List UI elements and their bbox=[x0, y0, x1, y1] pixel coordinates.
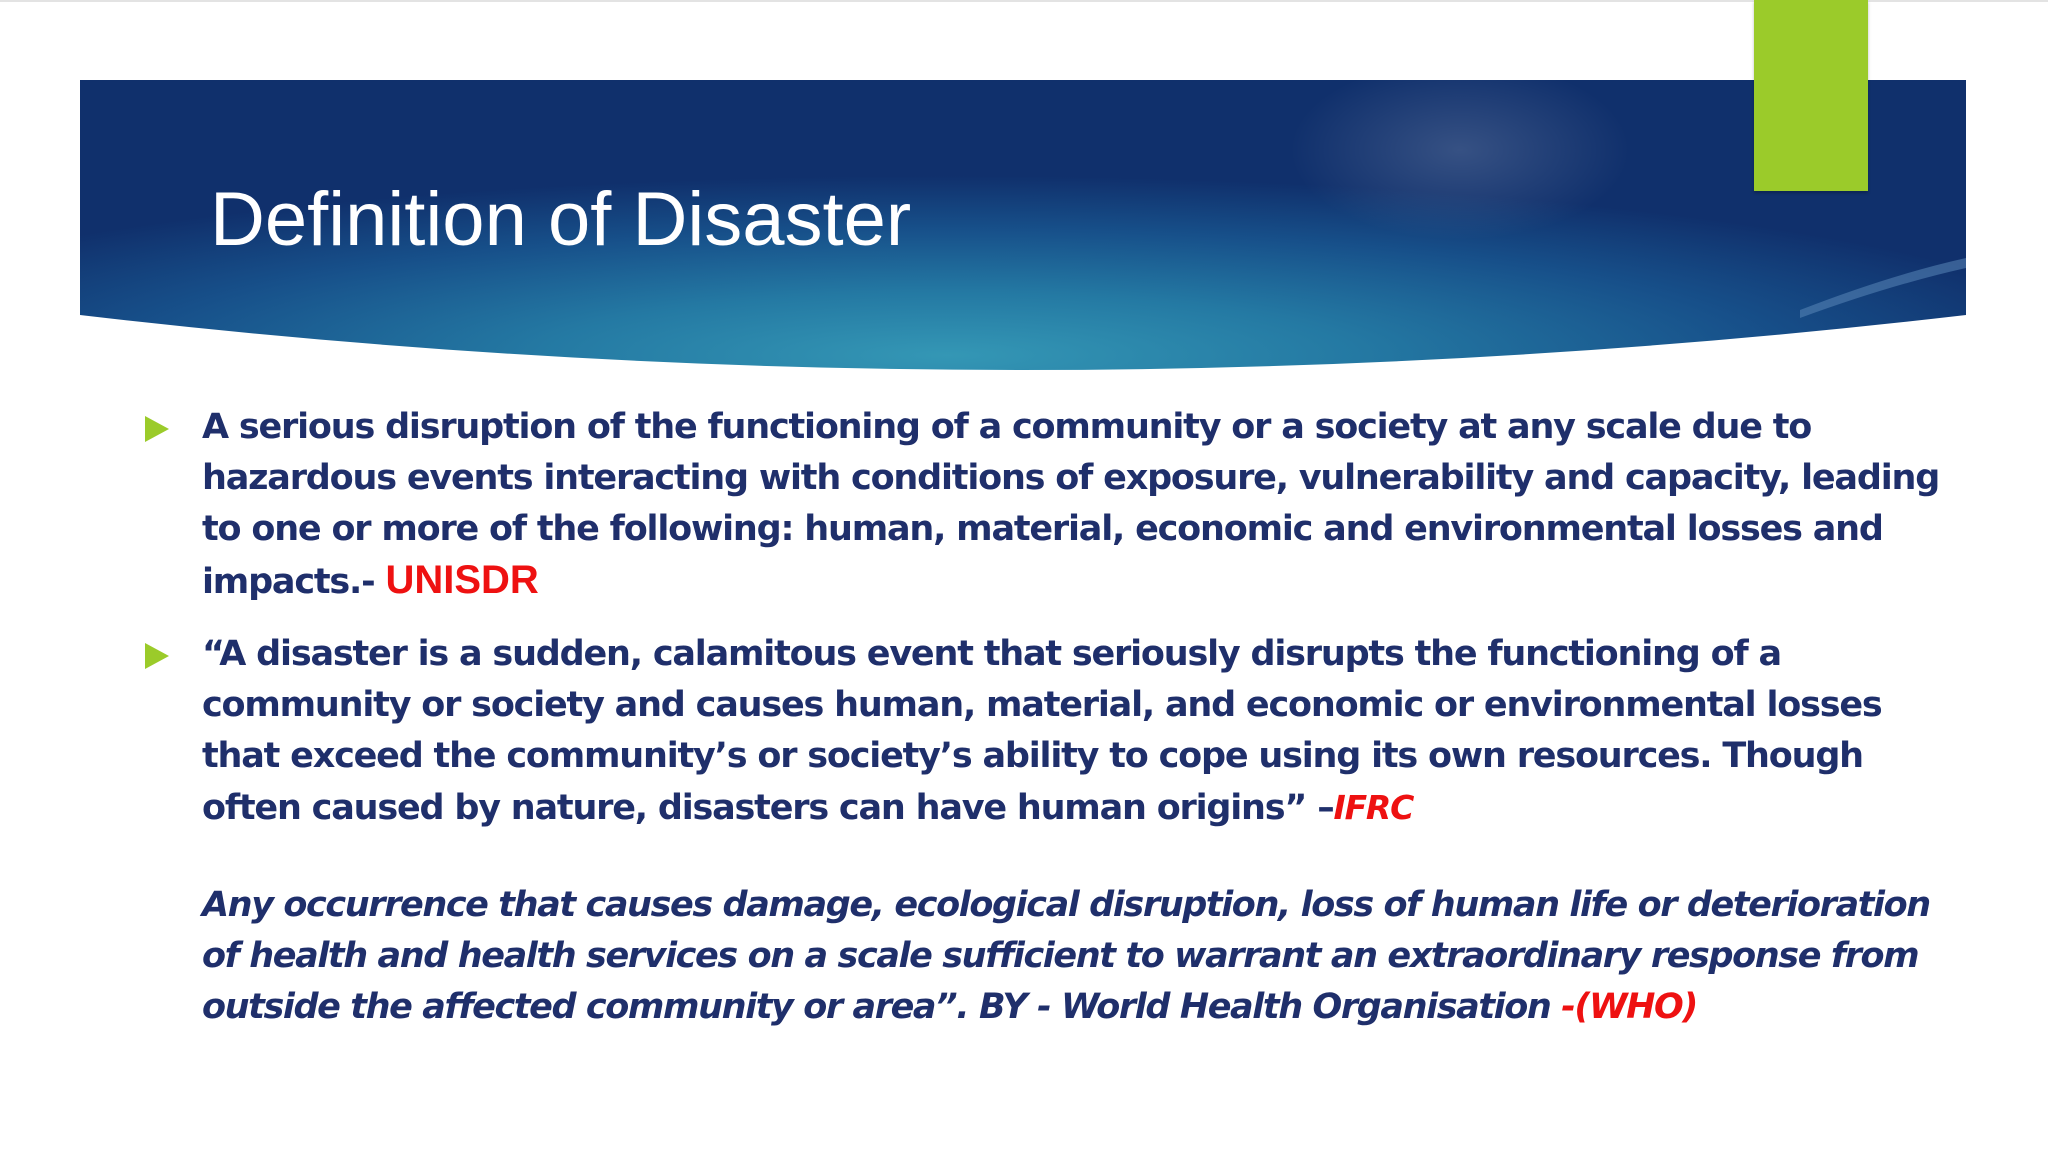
bullet-arrow-icon bbox=[145, 643, 169, 669]
who-source-label: -(WHO) bbox=[1561, 987, 1698, 1027]
ifrc-definition-text: “A disaster is a sudden, calamitous event that seriously disrupts the functioning of a community or society and causes human, material, and economic or environmental losses that exceed the community’s or society’s ability to cope using its own resources. Though often caused by nature, disasters can have human origins” – bbox=[202, 634, 1882, 828]
who-definition bbox=[145, 880, 1965, 1033]
accent-tab bbox=[1754, 0, 1868, 191]
unisdr-source-label: UNISDR bbox=[385, 558, 539, 602]
bullet-arrow-icon bbox=[145, 416, 169, 442]
slide-title: Definition of Disaster bbox=[210, 177, 912, 262]
bullet-text bbox=[202, 629, 1965, 834]
bullet-text bbox=[202, 402, 1965, 608]
bullet-item-unisdr bbox=[145, 402, 1965, 608]
bullet-list bbox=[145, 402, 1965, 1033]
unisdr-definition-text: A serious disruption of the functioning of a community or a society at any scale due to hazardous events interacting with conditions of exposure, vulnerability and capacity, leading to one or more of the following: human, material, economic and environmental losses and impacts.- bbox=[202, 407, 1940, 602]
who-definition-text: Any occurrence that causes damage, ecological disruption, loss of human life or deterioration of health and health services on a scale sufficient to warrant an extraordinary response from outside the affected community or area”. BY - World Health Organisation bbox=[202, 885, 1930, 1027]
ifrc-source-label: IFRC bbox=[1333, 788, 1414, 827]
bullet-item-ifrc bbox=[145, 629, 1965, 834]
